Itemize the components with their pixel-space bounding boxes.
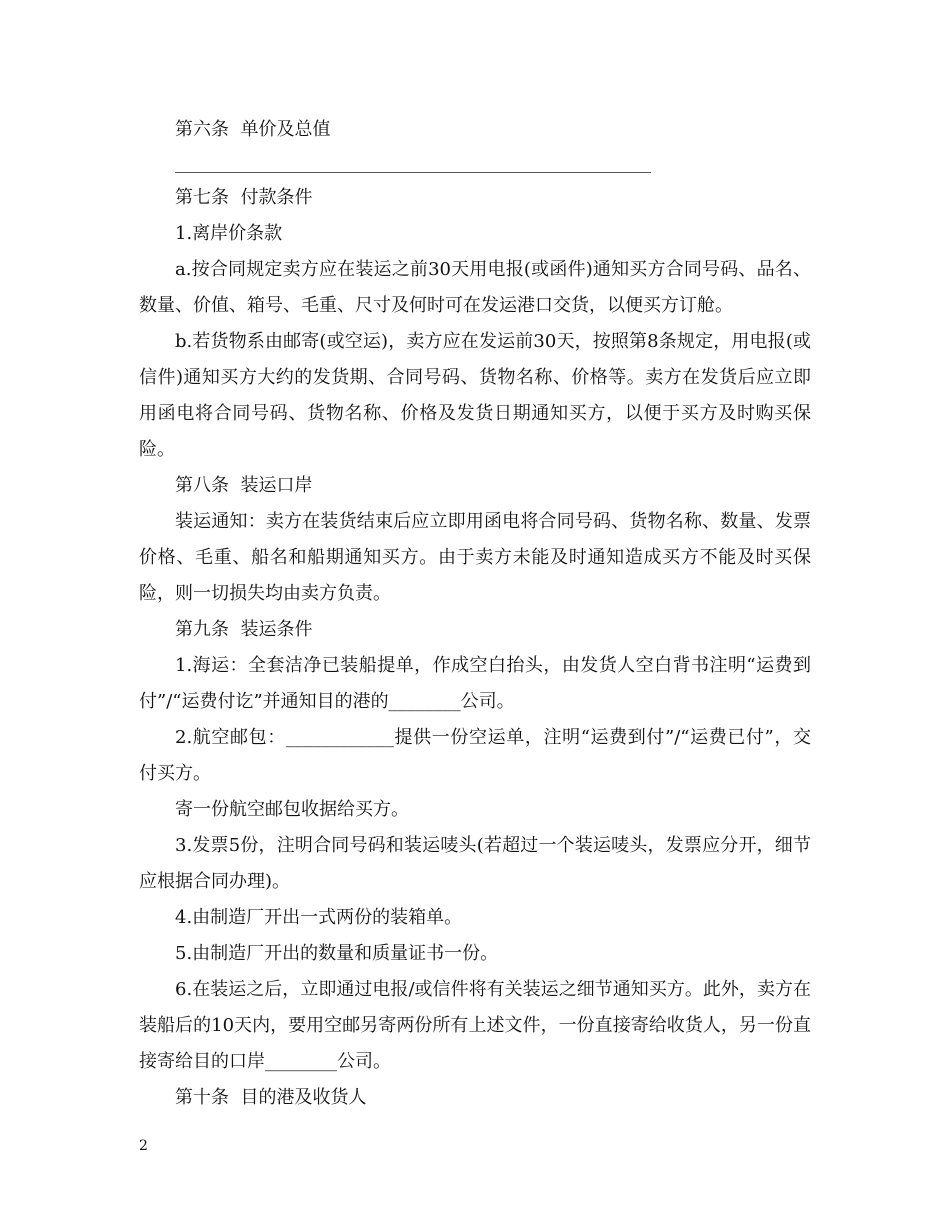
- clause-9-5-certificate: 5.由制造厂开出的数量和质量证书一份。: [175, 943, 499, 964]
- blank-fill-line: [175, 172, 651, 173]
- clause-9-1-sea: 1.海运：全套洁净已装船提单，作成空白抬头，由发货人空白背书注明“运费到付”/“运费付讫”并通知目的港的________公司。: [139, 655, 811, 712]
- clause-1a: a.按合同规定卖方应在装运之前30天用电报(或函件)通知买方合同号码、品名、数量、价值、箱号、毛重、尺寸及何时可在发运港口交货，以便买方订舱。: [139, 259, 811, 316]
- clause-1b: b.若货物系由邮寄(或空运)，卖方应在发运前30天，按照第8条规定，用电报(或信件)通知买方大约的发货期、合同号码、货物名称、价格等。卖方在发货后应立即用函电将合同号码、货物名称、价格及发货日期通知买方，以便于买方及时购买保险。: [139, 331, 811, 460]
- shipment-notice: 装运通知：卖方在装货结束后应立即用函电将合同号码、货物名称、数量、发票价格、毛重、船名和船期通知买方。由于卖方未能及时通知造成买方不能及时买保险，则一切损失均由卖方负责。: [139, 511, 811, 604]
- clause-9-2-receipt: 寄一份航空邮包收据给买方。: [175, 799, 409, 820]
- article-6-heading: 第六条 单价及总值: [175, 119, 331, 140]
- article-8-heading: 第八条 装运口岸: [175, 475, 313, 496]
- article-10-heading: 第十条 目的港及收货人: [175, 1087, 367, 1108]
- clause-9-4-packing: 4.由制造厂开出一式两份的装箱单。: [175, 907, 463, 928]
- article-7-heading: 第七条 付款条件: [175, 187, 313, 208]
- clause-9-3-invoice: 3.发票5份，注明合同号码和装运唛头(若超过一个装运唛头，发票应分开，细节应根据合同办理)。: [139, 835, 811, 892]
- article-9-heading: 第九条 装运条件: [175, 619, 313, 640]
- clause-1-fob: 1.离岸价条款: [175, 223, 283, 244]
- clause-9-2-air: 2.航空邮包：____________提供一份空运单，注明“运费到付”/“运费已付”，交付买方。: [139, 727, 811, 784]
- page-number: 2: [139, 1138, 148, 1154]
- clause-9-6-notify: 6.在装运之后，立即通过电报/或信件将有关装运之细节通知买方。此外，卖方在装船后的10天内，要用空邮另寄两份所有上述文件，一份直接寄给收货人，另一份直接寄给目的口岸________公司。: [139, 979, 811, 1072]
